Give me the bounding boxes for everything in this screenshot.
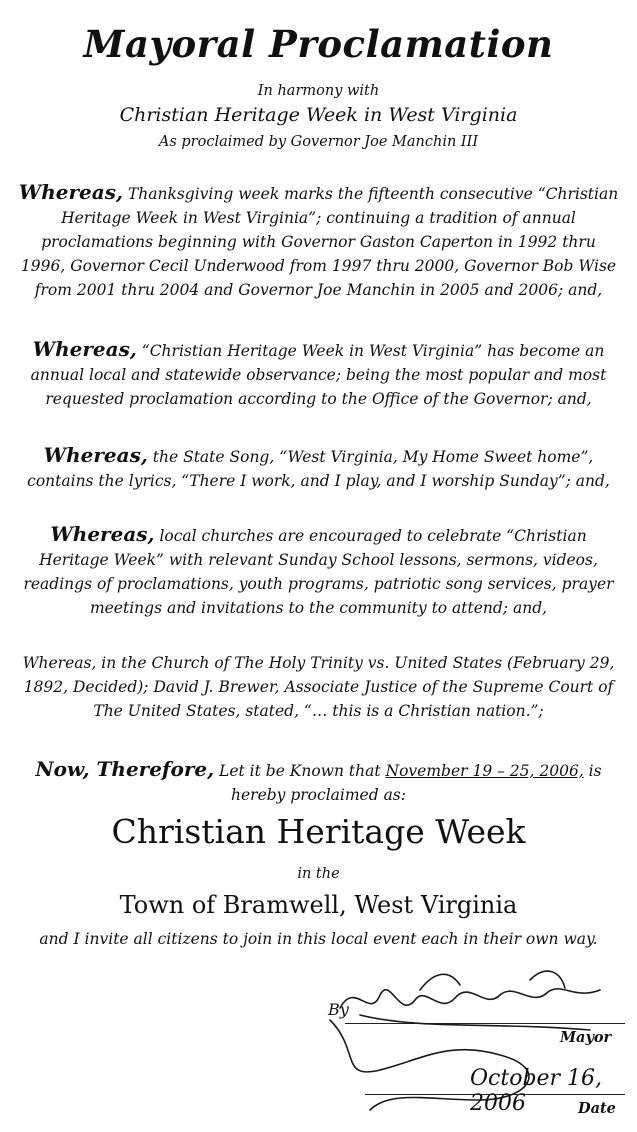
date-range: November 19 – 25, 2006, [385,762,584,780]
heritage-week-line: Christian Heritage Week in West Virginia [119,104,518,126]
whereas-text: “Christian Heritage Week in West Virginia” has become an annual local and statewide observance; being the most popular and most requested proclamation according to the Office of the Governor; and, [30,342,607,408]
whereas-paragraph-2 [18,337,619,411]
whereas-keyword: Whereas, [18,180,123,204]
by-label: By [328,1000,349,1019]
whereas-paragraph-1 [18,180,619,302]
therefore-text-before: Let it be Known that [219,762,381,780]
mayor-label: Mayor [560,1029,612,1046]
whereas-keyword: Whereas, [32,337,137,361]
therefore-keyword: Now, Therefore, [35,757,215,781]
in-harmony-line: In harmony with [257,83,380,99]
whereas-paragraph-3 [18,443,619,493]
event-name: Christian Heritage Week [111,812,526,851]
date-line [365,1094,625,1095]
therefore-paragraph [18,757,619,807]
whereas-text: the State Song, “West Virginia, My Home Sweet home”, contains the lyrics, “There I work, and I play, and I worship Sunday”; and, [27,448,610,490]
town-name: Town of Bramwell, West Virginia [119,891,518,919]
whereas-text: Thanksgiving week marks the fifteenth consecutive “Christian Heritage Week in West Virginia”; continuing a tradition of annual proclamations beginning with Governor Gaston Caperton in 1992 thru 1996, Governor Cecil Underwood from 1997 thru 2000, Governor Bob Wise from 2001 thru 2004 and Governor Joe Manchin in 2005 and 2006; and, [20,185,619,299]
invitation-line: and I invite all citizens to join in this local event each in their own way. [39,930,598,948]
in-the-line: in the [297,866,340,882]
whereas-paragraph-4 [18,522,619,620]
whereas-keyword: Whereas, [50,522,155,546]
whereas-text: local churches are encouraged to celebrate “Christian Heritage Week” with relevant Sunday School lessons, sermons, videos, readings of proclamations, youth programs, patriotic song services, prayer meetings and invitations to the community to attend; and, [23,527,614,617]
page-title: Mayoral Proclamation [83,22,554,66]
therefore-text-after: is hereby proclaimed as: [231,762,602,804]
whereas-text: Whereas, in the Church of The Holy Trinity vs. United States (February 29, 1892, Decided); David J. Brewer, Associate Justice of the Supreme Court of The United States, stated, “… this is a Christian nation.”; [22,654,615,720]
whereas-paragraph-5 [18,651,619,723]
handwritten-date: October 16, 2006 [470,1066,603,1116]
whereas-keyword: Whereas, [43,443,148,467]
proclaimed-by-line: As proclaimed by Governor Joe Manchin III [158,134,479,150]
date-label: Date [578,1100,616,1117]
